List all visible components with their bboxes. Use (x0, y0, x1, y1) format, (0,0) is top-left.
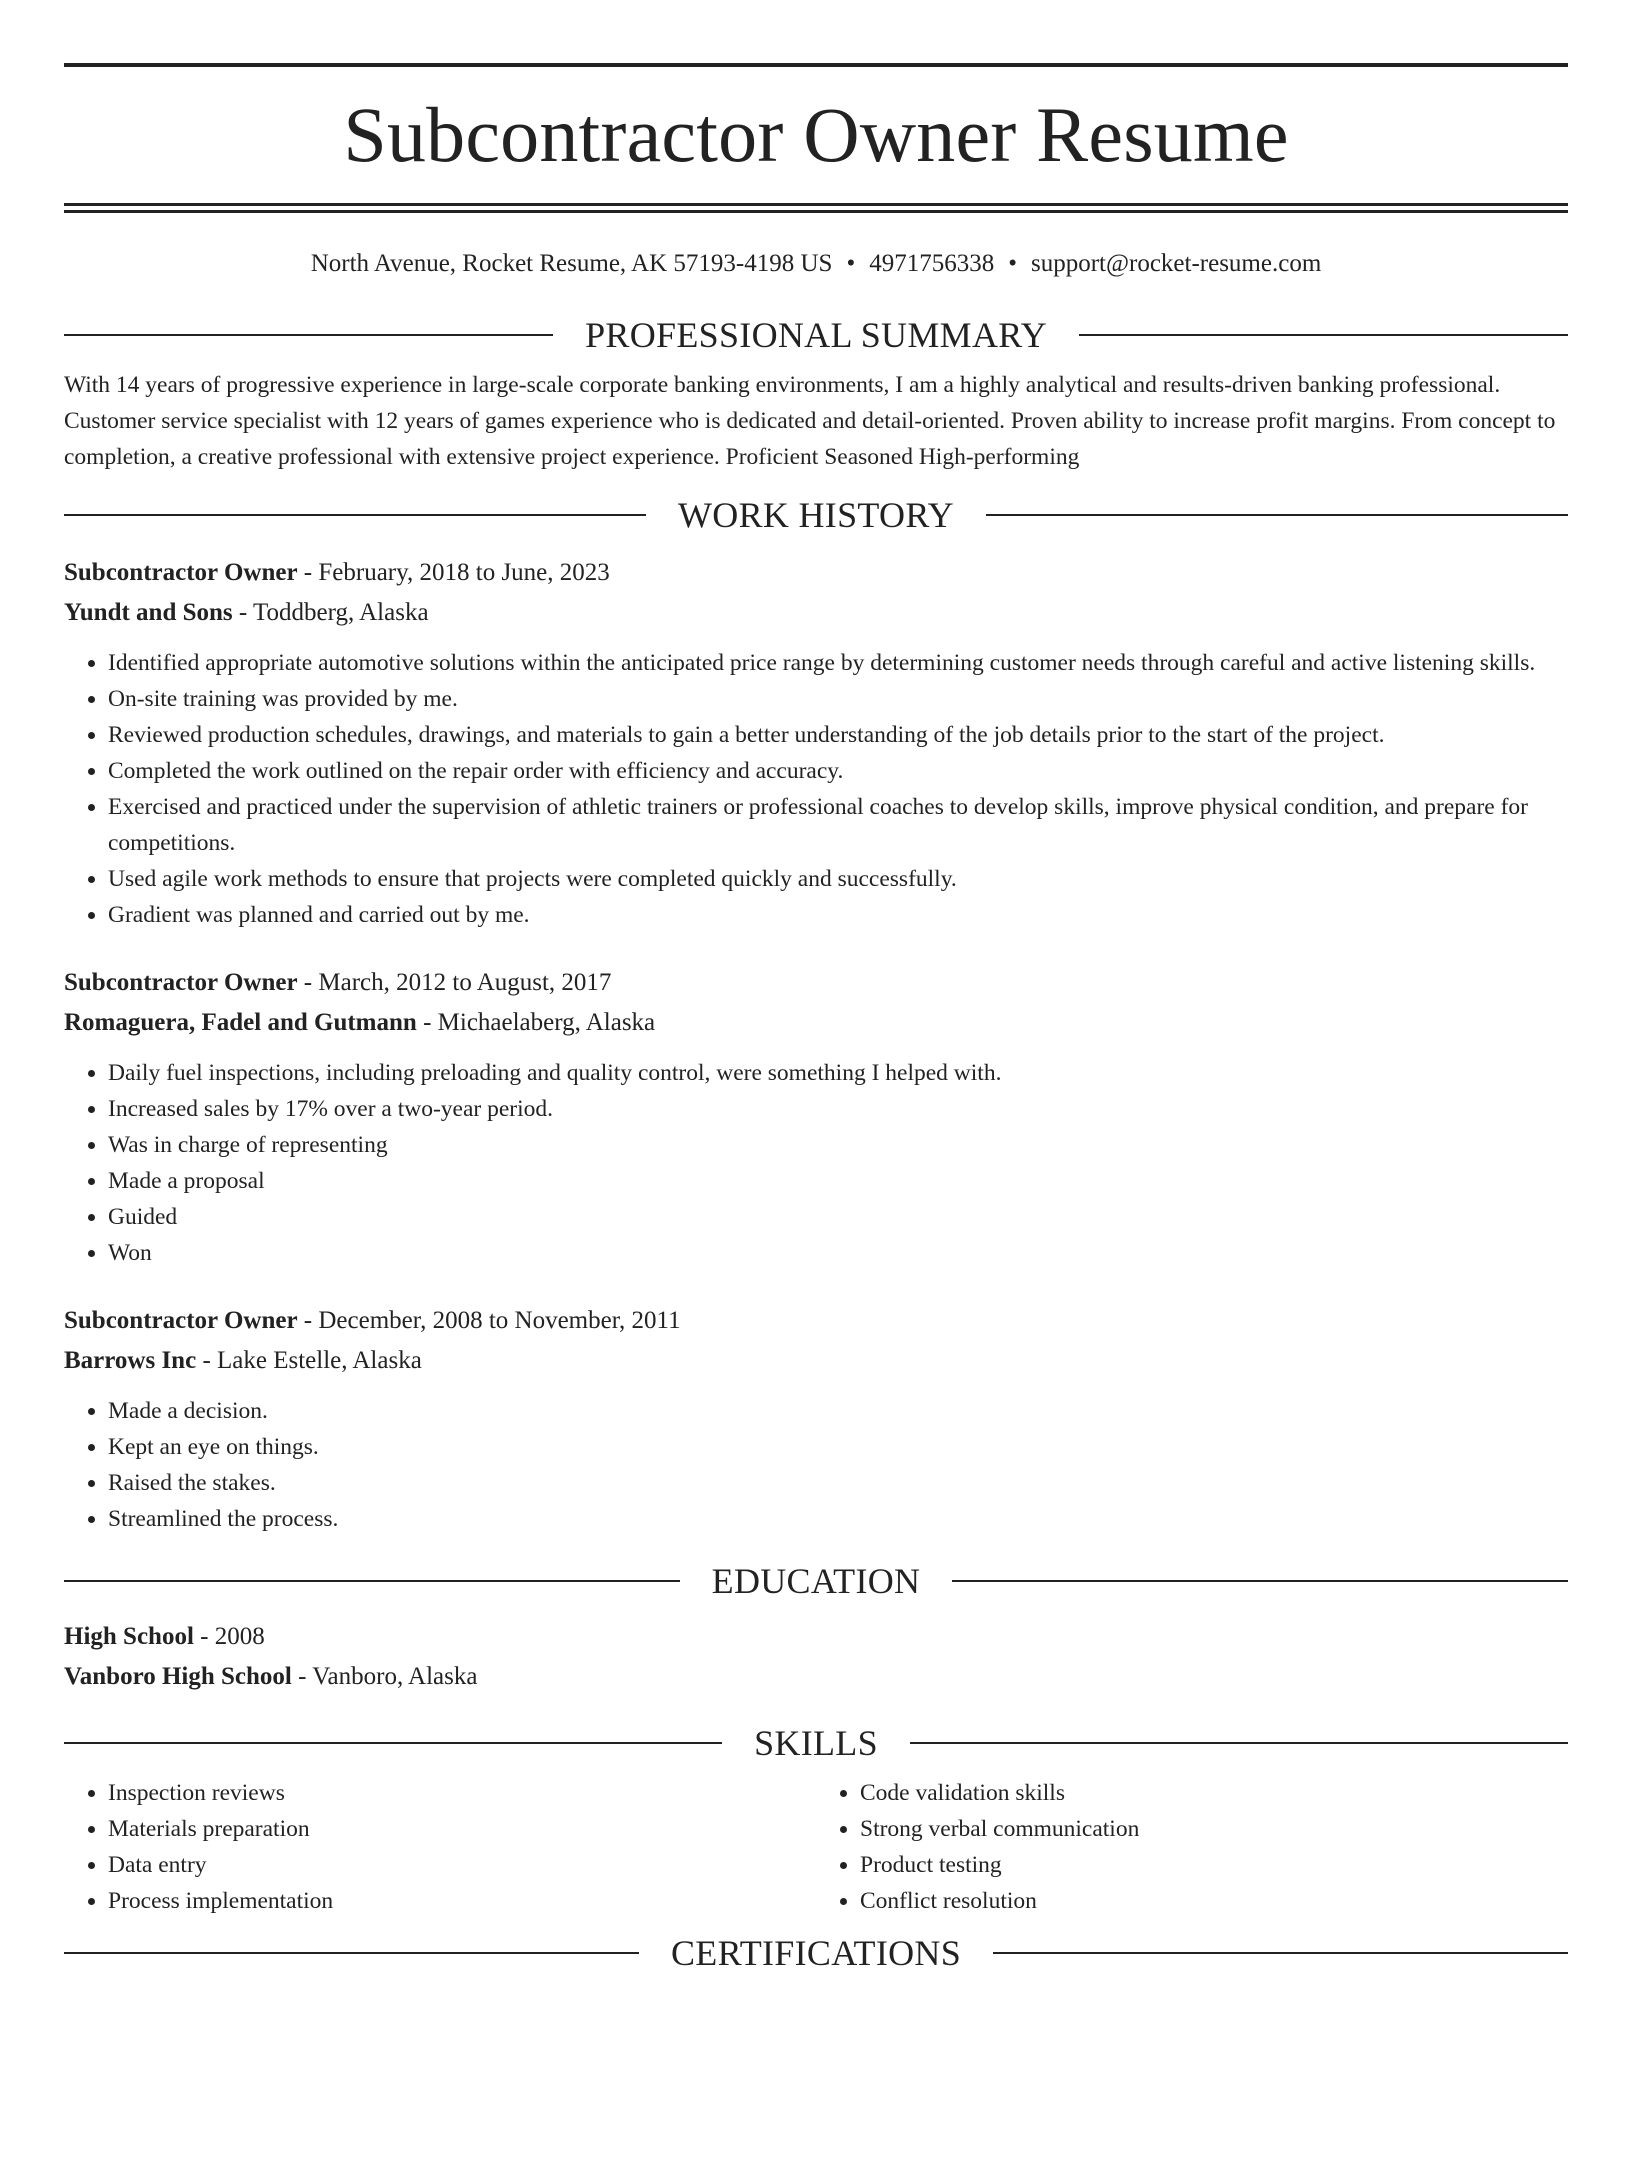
heading-rule (64, 1580, 680, 1582)
list-item: • Identified appropriate automotive solutions within the anticipated price range by determining customer needs through careful and active listening skills. (108, 645, 1568, 681)
list-item: • Gradient was planned and carried out by me. (108, 897, 1568, 933)
education-degree: High School (64, 1623, 194, 1650)
job-dates: February, 2018 to June, 2023 (318, 559, 610, 586)
heading-rule (64, 1742, 722, 1744)
job-title: Subcontractor Owner (64, 1307, 298, 1334)
job-location: Lake Estelle, Alaska (217, 1347, 422, 1374)
section-title: CERTIFICATIONS (670, 1933, 962, 1973)
summary-text: With 14 years of progressive experience in large-scale corporate banking environments, I am a highly analytical and results-driven banking professional. Customer service specialist with 12 years of games experience who is dedicated and detail-oriented. Proven ability to increase profit margins. From concept to completion, a creative professional with extensive project experience. Proficient Seasoned High-performing (64, 372, 1556, 470)
job-entry (64, 963, 1568, 1271)
job-company-line: Yundt and Sons - Toddberg, Alaska (64, 599, 429, 626)
contact-line (64, 249, 1568, 279)
contact-email[interactable]: support@rocket-resume.com (1030, 250, 1322, 277)
education-degree-line: High School - 2008 (64, 1623, 265, 1650)
list-item: • Kept an eye on things. (108, 1429, 1568, 1465)
list-item: • Increased sales by 17% over a two-year period. (108, 1091, 1568, 1127)
heading-rule (986, 514, 1568, 516)
section-title: PROFESSIONAL SUMMARY (585, 315, 1047, 355)
job-entry (64, 553, 1568, 933)
list-item: • Daily fuel inspections, including preloading and quality control, were something I helped with. (108, 1055, 1568, 1091)
list-item: • Was in charge of representing (108, 1127, 1568, 1163)
job-company-line: Barrows Inc - Lake Estelle, Alaska (64, 1347, 422, 1374)
heading-rule (1079, 334, 1568, 336)
list-item: • Reviewed production schedules, drawings, and materials to gain a better understanding of the job details prior to the start of the project. (108, 717, 1568, 753)
section-heading-skills (64, 1723, 1568, 1763)
job-title: Subcontractor Owner (64, 969, 298, 996)
heading-rule (64, 1952, 639, 1954)
job-location: Michaelaberg, Alaska (437, 1009, 656, 1036)
list-item: • Raised the stakes. (108, 1465, 1568, 1501)
section-heading-certifications (64, 1933, 1568, 1973)
contact-phone: 4971756338 (869, 250, 995, 277)
list-item: • Inspection reviews (108, 1775, 816, 1811)
section-title: WORK HISTORY (678, 495, 954, 535)
resume-page (0, 63, 1632, 2175)
list-item: • Conflict resolution (860, 1883, 1568, 1919)
section-heading-education (64, 1561, 1568, 1601)
job-bullets (64, 1393, 1568, 1537)
list-item: • Made a proposal (108, 1163, 1568, 1199)
list-item: • Completed the work outlined on the repair order with efficiency and accuracy. (108, 753, 1568, 789)
education-school: Vanboro High School (64, 1663, 292, 1690)
education-entry (64, 1617, 1568, 1697)
heading-rule (952, 1580, 1568, 1582)
job-title-line: Subcontractor Owner - March, 2012 to August, 2017 (64, 969, 612, 996)
heading-rule (910, 1742, 1568, 1744)
education-year: 2008 (214, 1623, 265, 1650)
list-item: • Exercised and practiced under the supervision of athletic trainers or professional coaches to develop skills, improve physical condition, and prepare for competitions. (108, 789, 1568, 861)
section-title: EDUCATION (711, 1561, 921, 1601)
list-item: • On-site training was provided by me. (108, 681, 1568, 717)
contact-separator: • (1008, 250, 1017, 277)
skills-grid (64, 1775, 1568, 1919)
education-location: Vanboro, Alaska (312, 1663, 478, 1690)
list-item: • Streamlined the process. (108, 1501, 1568, 1537)
section-title: SKILLS (754, 1723, 878, 1763)
heading-rule (993, 1952, 1568, 1954)
job-dates: December, 2008 to November, 2011 (318, 1307, 681, 1334)
list-item: • Data entry (108, 1847, 816, 1883)
job-company: Barrows Inc (64, 1347, 197, 1374)
job-company-line: Romaguera, Fadel and Gutmann - Michaelaberg, Alaska (64, 1009, 656, 1036)
job-entry (64, 1301, 1568, 1537)
job-title-line: Subcontractor Owner - February, 2018 to June, 2023 (64, 559, 610, 586)
list-item: • Product testing (860, 1847, 1568, 1883)
section-heading-summary (64, 315, 1568, 355)
skills-column-left (64, 1775, 816, 1919)
job-dates: March, 2012 to August, 2017 (318, 969, 612, 996)
job-bullets (64, 1055, 1568, 1271)
heading-rule (64, 334, 553, 336)
job-bullets (64, 645, 1568, 933)
job-title-line: Subcontractor Owner - December, 2008 to November, 2011 (64, 1307, 681, 1334)
heading-rule (64, 514, 646, 516)
page-title: Subcontractor Owner Resume (343, 91, 1289, 178)
job-company: Yundt and Sons (64, 599, 233, 626)
section-heading-work-history (64, 495, 1568, 535)
job-location: Toddberg, Alaska (253, 599, 429, 626)
job-title: Subcontractor Owner (64, 559, 298, 586)
list-item: • Made a decision. (108, 1393, 1568, 1429)
list-item: • Used agile work methods to ensure that projects were completed quickly and successfully. (108, 861, 1568, 897)
title-double-rule (64, 203, 1568, 213)
list-item: • Materials preparation (108, 1811, 816, 1847)
contact-address: North Avenue, Rocket Resume, AK 57193-4198 US (310, 250, 833, 277)
list-item: • Guided (108, 1199, 1568, 1235)
skills-column-right (816, 1775, 1568, 1919)
contact-separator: • (846, 250, 856, 277)
list-item: • Won (108, 1235, 1568, 1271)
job-company: Romaguera, Fadel and Gutmann (64, 1009, 417, 1036)
education-school-line: Vanboro High School - Vanboro, Alaska (64, 1663, 478, 1690)
list-item: • Process implementation (108, 1883, 816, 1919)
list-item: • Strong verbal communication (860, 1811, 1568, 1847)
list-item: • Code validation skills (860, 1775, 1568, 1811)
